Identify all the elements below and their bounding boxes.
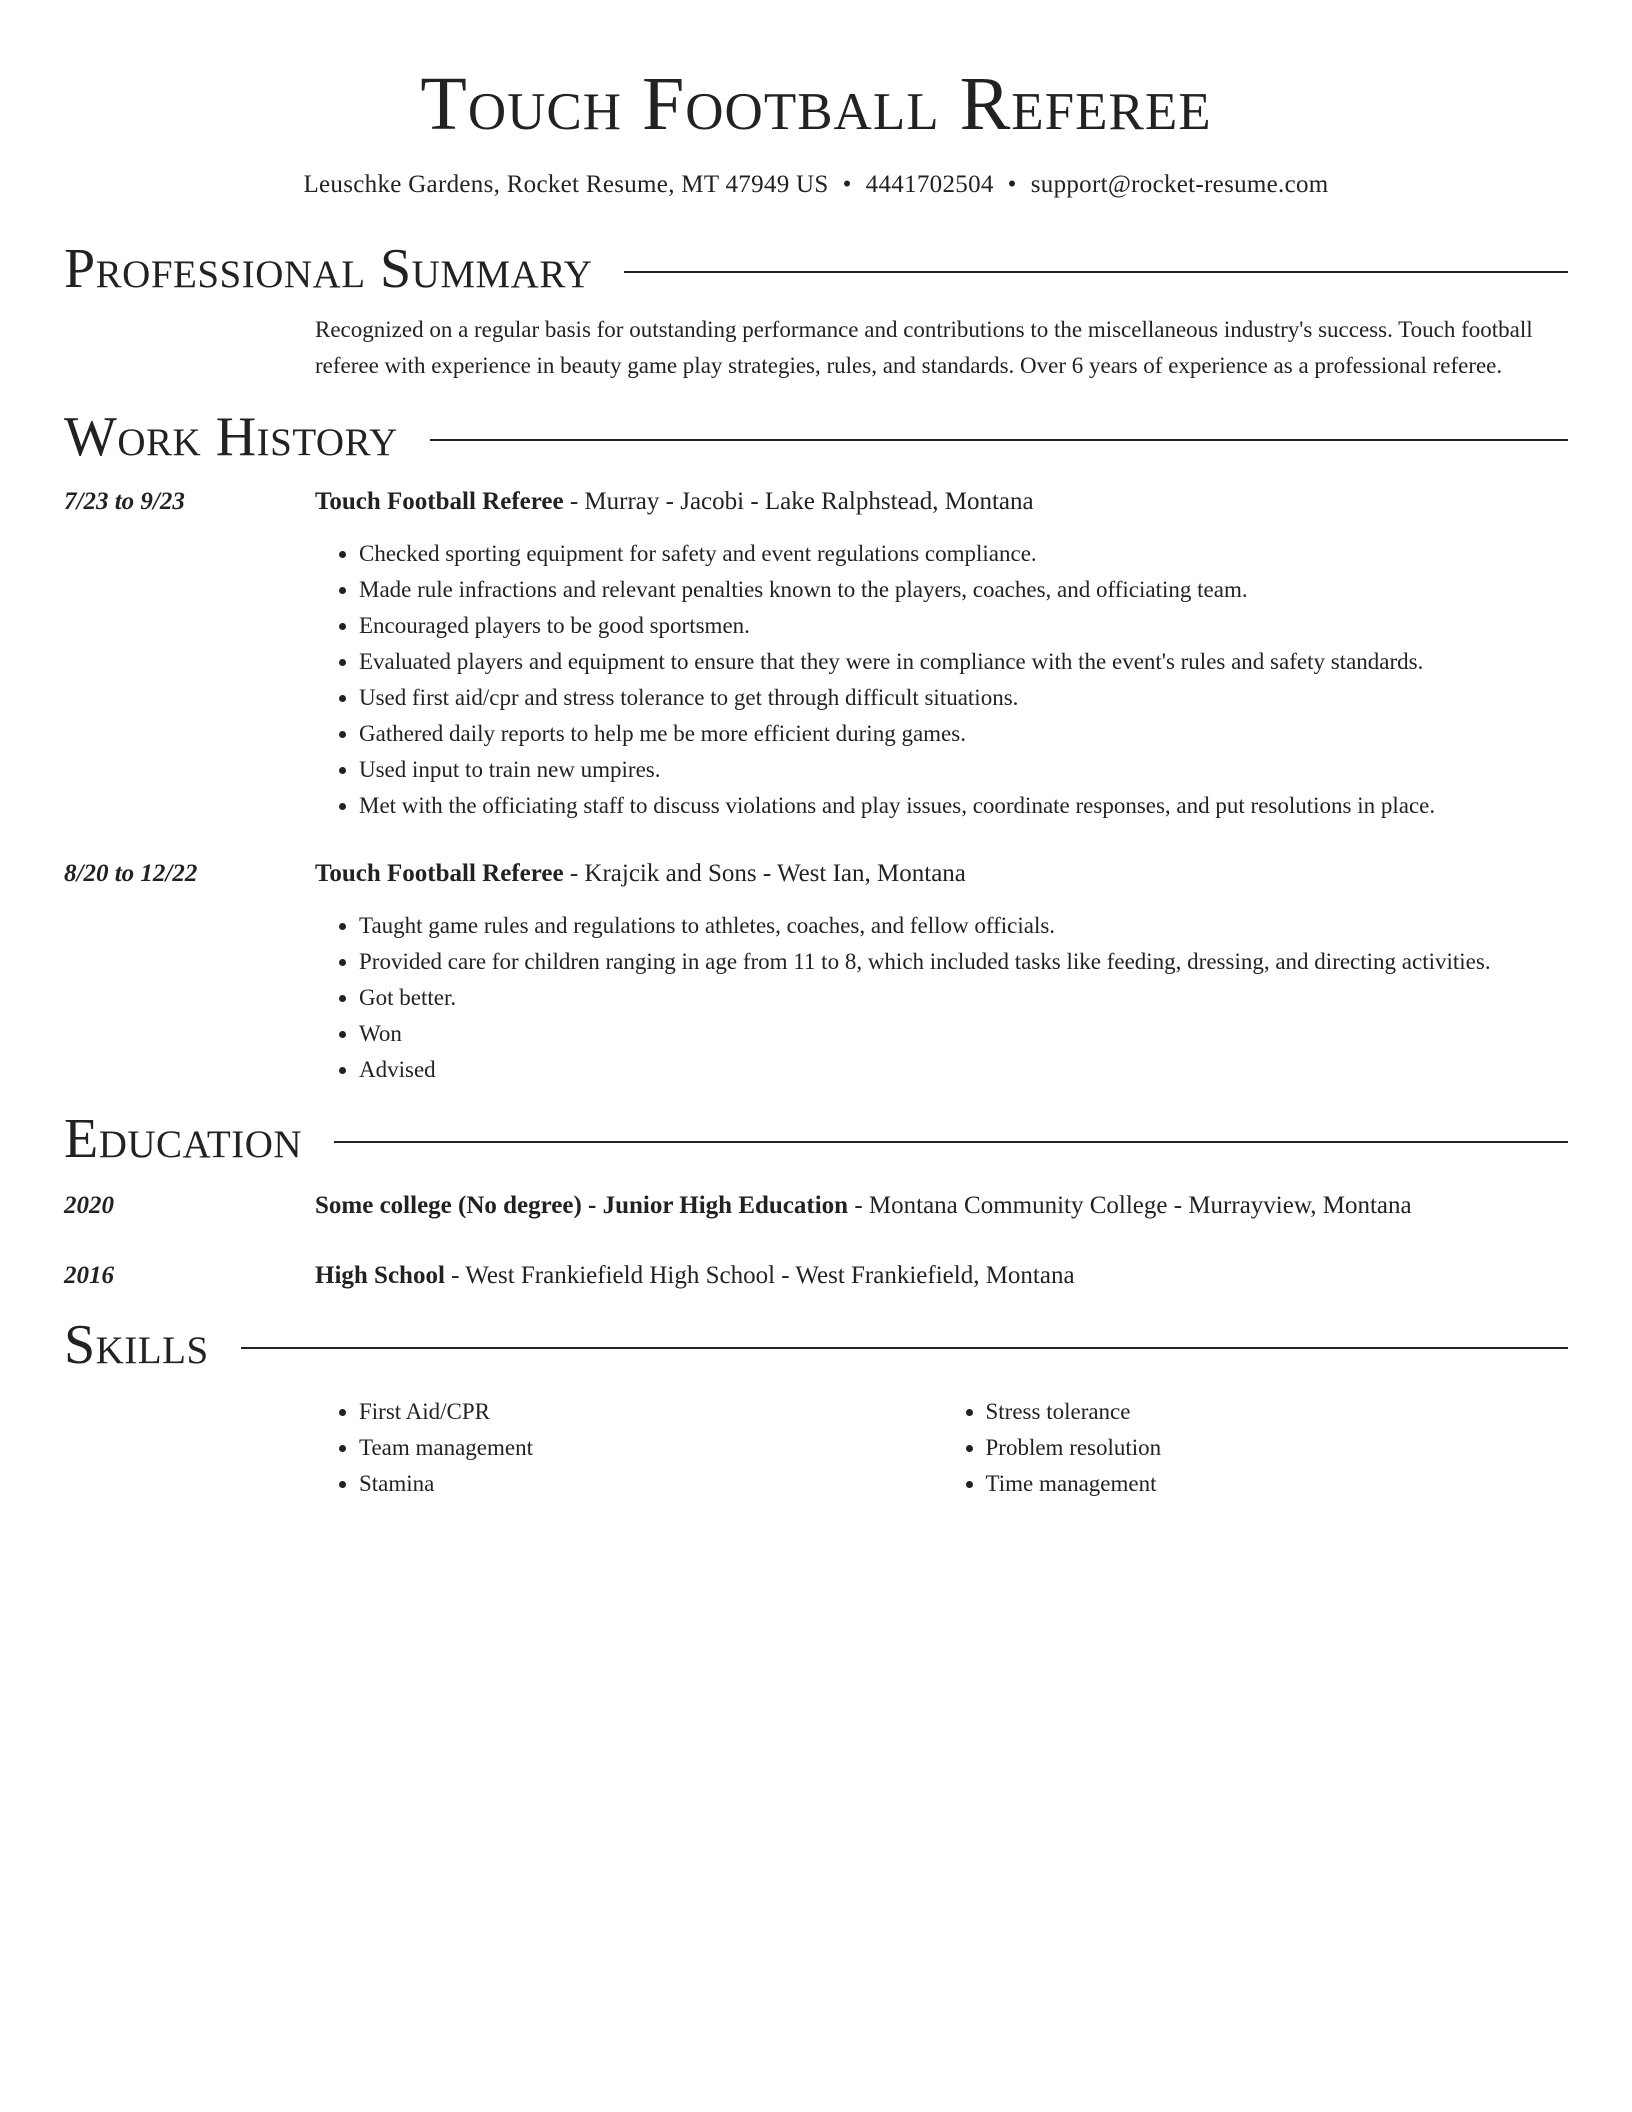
- job-entry: [64, 856, 1568, 1088]
- skill-item: • Team management: [359, 1430, 942, 1466]
- section-divider: [430, 439, 1568, 441]
- education-year: 2020: [64, 1192, 114, 1219]
- list-item: • Taught game rules and regulations to athletes, coaches, and fellow officials.: [359, 908, 1568, 944]
- list-item: • Advised: [359, 1052, 1568, 1088]
- work-section-header: [64, 404, 1568, 470]
- education-section-header: [64, 1106, 1568, 1172]
- job-duties-list: [315, 536, 1568, 824]
- education-entry: [64, 1188, 1568, 1224]
- list-item: • Gathered daily reports to help me be more efficient during games.: [359, 716, 1568, 752]
- education-school: - West Frankiefield High School - West Frankiefield, Montana: [444, 1262, 1075, 1289]
- skill-item: • Time management: [986, 1466, 1569, 1502]
- resume-page: [64, 0, 1568, 2112]
- education-school: - Montana Community College - Murrayview, Montana: [848, 1192, 1412, 1219]
- section-divider: [624, 271, 1568, 273]
- summary-heading: Professional Summary: [64, 238, 593, 300]
- section-divider: [241, 1347, 1568, 1349]
- work-heading: Work History: [64, 406, 398, 468]
- contact-phone: 4441702504: [865, 171, 994, 198]
- contact-email: support@rocket-resume.com: [1030, 171, 1329, 198]
- list-item: • Checked sporting equipment for safety and event regulations compliance.: [359, 536, 1568, 572]
- list-item: • Won: [359, 1016, 1568, 1052]
- job-title-line: [315, 484, 1568, 520]
- skills-list-left: [315, 1394, 942, 1502]
- list-item: • Got better.: [359, 980, 1568, 1016]
- summary-section-header: [64, 236, 1568, 302]
- skills-heading: Skills: [64, 1314, 209, 1376]
- job-title: Touch Football Referee: [315, 488, 564, 515]
- education-year: 2016: [64, 1262, 114, 1289]
- summary-row: [64, 312, 1568, 384]
- skill-item: • Stamina: [359, 1466, 942, 1502]
- job-entry: [64, 484, 1568, 824]
- skill-item: • Stress tolerance: [986, 1394, 1569, 1430]
- skills-section-header: [64, 1312, 1568, 1378]
- candidate-name: Touch Football Referee: [420, 62, 1212, 146]
- job-employer: - Krajcik and Sons - West Ian, Montana: [563, 860, 966, 887]
- education-entry: [64, 1258, 1568, 1294]
- section-divider: [334, 1141, 1568, 1143]
- list-item: • Met with the officiating staff to discuss violations and play issues, coordinate responses, and put resolutions in place.: [359, 788, 1568, 824]
- skill-item: • First Aid/CPR: [359, 1394, 942, 1430]
- job-duties-list: [315, 908, 1568, 1088]
- job-employer: - Murray - Jacobi - Lake Ralphstead, Montana: [563, 488, 1034, 515]
- job-dates: 7/23 to 9/23: [64, 488, 185, 515]
- contact-separator: •: [1007, 171, 1017, 198]
- list-item: • Made rule infractions and relevant penalties known to the players, coaches, and officiating team.: [359, 572, 1568, 608]
- list-item: • Used first aid/cpr and stress tolerance to get through difficult situations.: [359, 680, 1568, 716]
- list-item: • Used input to train new umpires.: [359, 752, 1568, 788]
- list-item: • Evaluated players and equipment to ensure that they were in compliance with the event's rules and safety standards.: [359, 644, 1568, 680]
- list-item: • Provided care for children ranging in age from 11 to 8, which included tasks like feeding, dressing, and directing activities.: [359, 944, 1568, 980]
- skills-row: [64, 1394, 1568, 1502]
- skill-item: • Problem resolution: [986, 1430, 1569, 1466]
- summary-text: Recognized on a regular basis for outstanding performance and contributions to the miscellaneous industry's success. Touch football referee with experience in beauty game play strategies, rules, and standards. Over 6 years of experience as a professional referee.: [315, 317, 1533, 378]
- education-line: [315, 1258, 1568, 1294]
- job-title: Touch Football Referee: [315, 860, 564, 887]
- skills-list-right: [942, 1394, 1569, 1502]
- contact-address: Leuschke Gardens, Rocket Resume, MT 47949 US: [303, 171, 829, 198]
- contact-separator: •: [842, 171, 852, 198]
- education-degree: Some college (No degree) - Junior High Education: [315, 1192, 849, 1219]
- education-line: [315, 1188, 1568, 1224]
- list-item: • Encouraged players to be good sportsmen.: [359, 608, 1568, 644]
- education-heading: Education: [64, 1108, 303, 1170]
- job-dates: 8/20 to 12/22: [64, 860, 198, 887]
- job-title-line: [315, 856, 1568, 892]
- contact-line: [64, 168, 1568, 202]
- education-degree: High School: [315, 1262, 445, 1289]
